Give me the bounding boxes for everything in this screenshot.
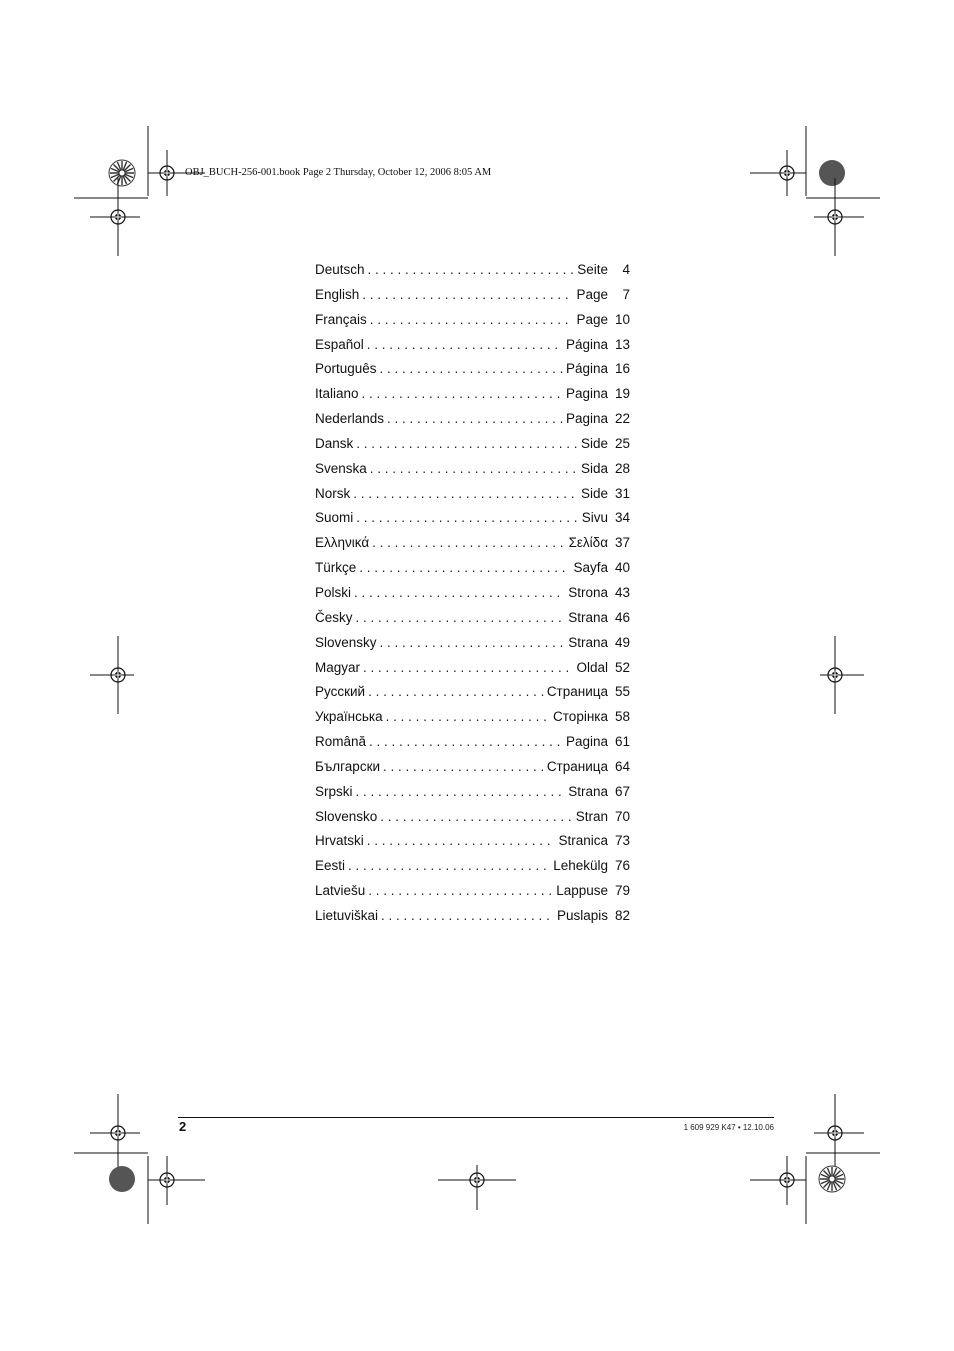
footer-rule <box>178 1117 774 1118</box>
toc-row <box>315 608 630 633</box>
toc-page-word: Seite <box>577 262 608 277</box>
toc-page-word: Pagina <box>565 411 608 427</box>
toc-page-number: 49 <box>614 634 630 650</box>
file-info-header: OBJ_BUCH-256-001.book Page 2 Thursday, October 12, 2006 8:05 AM <box>185 167 492 178</box>
toc-row <box>315 658 630 683</box>
toc-row <box>315 807 630 832</box>
toc-leader-dots <box>380 807 572 827</box>
toc-page-word: Puslapis <box>556 907 608 923</box>
toc-leader-dots <box>370 310 574 330</box>
toc-page-number: 37 <box>614 535 630 551</box>
toc-language: Italiano <box>315 386 359 402</box>
table-of-contents <box>315 260 630 931</box>
toc-row <box>315 856 630 881</box>
toc-page-number: 43 <box>614 584 630 600</box>
toc-row <box>315 384 630 409</box>
toc-leader-dots <box>368 260 575 280</box>
toc-leader-dots <box>363 658 573 678</box>
toc-page-word: Sivu <box>581 510 608 526</box>
toc-page-word: Side <box>580 435 608 451</box>
toc-page-number: 13 <box>614 336 630 352</box>
toc-row <box>315 707 630 732</box>
toc-page-number: 40 <box>614 560 630 576</box>
toc-page-number: 10 <box>614 311 630 327</box>
toc-page-number: 22 <box>614 411 630 427</box>
toc-leader-dots <box>362 285 573 305</box>
toc-row <box>315 260 630 285</box>
toc-row <box>315 285 630 310</box>
toc-leader-dots <box>348 856 550 876</box>
toc-page-word: Stran <box>575 808 608 824</box>
toc-page-word: Página <box>565 336 608 352</box>
toc-page-number: 28 <box>614 460 630 476</box>
toc-leader-dots <box>368 682 544 702</box>
page-number: 2 <box>179 1119 187 1134</box>
toc-language: Suomi <box>315 510 354 526</box>
toc-page-word: Pagina <box>565 734 608 750</box>
toc-page-number: 67 <box>614 783 630 799</box>
toc-leader-dots <box>380 633 566 653</box>
toc-row <box>315 533 630 558</box>
toc-language: Hrvatski <box>315 833 364 849</box>
toc-page-word: Sayfa <box>573 560 608 576</box>
toc-language: Nederlands <box>315 411 385 427</box>
toc-page-number: 58 <box>614 709 630 725</box>
toc-language: Lietuviškai <box>315 907 379 923</box>
toc-leader-dots <box>369 732 563 752</box>
toc-page-word: Pagina <box>565 386 608 402</box>
toc-page-number: 4 <box>622 262 630 277</box>
toc-row <box>315 633 630 658</box>
toc-page-number: 46 <box>614 609 630 625</box>
toc-language: Magyar <box>315 659 361 675</box>
toc-row <box>315 881 630 906</box>
toc-page-number: 64 <box>614 758 630 774</box>
toc-row <box>315 409 630 434</box>
toc-language: Deutsch <box>315 262 365 277</box>
toc-language: Latviešu <box>315 883 366 899</box>
color-wheel-bottom-right <box>819 1166 845 1192</box>
toc-language: Português <box>315 361 377 377</box>
toc-row <box>315 558 630 583</box>
toc-row <box>315 831 630 856</box>
toc-page-word: Lappuse <box>556 883 608 899</box>
toc-language: Български <box>315 758 381 774</box>
toc-leader-dots <box>353 484 578 504</box>
toc-leader-dots <box>387 409 563 429</box>
toc-page-word: Σελίδα <box>568 535 608 551</box>
toc-row <box>315 310 630 335</box>
toc-language: Eesti <box>315 858 346 874</box>
toc-row <box>315 682 630 707</box>
toc-page-word: Sida <box>580 460 608 476</box>
toc-leader-dots <box>367 335 563 355</box>
toc-row <box>315 906 630 931</box>
toc-leader-dots <box>372 533 565 553</box>
toc-language: Română <box>315 734 367 750</box>
toc-language: English <box>315 286 360 302</box>
toc-leader-dots <box>380 359 563 379</box>
toc-row <box>315 434 630 459</box>
gray-dot-top-right <box>819 160 845 186</box>
toc-leader-dots <box>362 384 563 404</box>
toc-row <box>315 484 630 509</box>
document-code: 1 609 929 K47 • 12.10.06 <box>683 1123 774 1132</box>
toc-page-number: 61 <box>614 734 630 750</box>
toc-page-number: 55 <box>614 684 630 700</box>
color-wheel-top-left <box>109 160 135 186</box>
toc-page-word: Page <box>576 311 608 327</box>
toc-row <box>315 732 630 757</box>
toc-language: Español <box>315 336 364 352</box>
toc-leader-dots <box>386 707 550 727</box>
toc-page-word: Lehekülg <box>553 858 608 874</box>
toc-row <box>315 335 630 360</box>
toc-page-word: Сторінка <box>553 709 608 725</box>
toc-page-word: Side <box>580 485 608 501</box>
toc-row <box>315 757 630 782</box>
toc-page-number: 79 <box>614 883 630 899</box>
toc-language: Slovensky <box>315 634 377 650</box>
toc-language: Polski <box>315 584 352 600</box>
toc-page-word: Strana <box>568 783 608 799</box>
toc-leader-dots <box>356 608 566 628</box>
toc-leader-dots <box>356 782 566 802</box>
gray-dot-bottom-left <box>109 1166 135 1192</box>
toc-leader-dots <box>370 459 578 479</box>
toc-row <box>315 583 630 608</box>
toc-page-word: Страница <box>546 684 608 700</box>
toc-leader-dots <box>354 583 565 603</box>
toc-page-number: 73 <box>614 833 630 849</box>
toc-page-word: Strona <box>568 584 608 600</box>
toc-leader-dots <box>368 881 553 901</box>
toc-row <box>315 459 630 484</box>
toc-page-word: Página <box>565 361 608 377</box>
toc-page-number: 25 <box>614 435 630 451</box>
toc-page-word: Page <box>576 286 608 302</box>
toc-page-number: 82 <box>614 907 630 923</box>
toc-page-word: Страница <box>546 758 608 774</box>
toc-row <box>315 508 630 533</box>
toc-language: Slovensko <box>315 808 378 824</box>
toc-leader-dots <box>356 434 578 454</box>
toc-page-word: Strana <box>568 609 608 625</box>
toc-language: Français <box>315 311 367 327</box>
toc-leader-dots <box>367 831 556 851</box>
toc-language: Türkçe <box>315 560 357 576</box>
toc-page-number: 7 <box>622 286 630 302</box>
toc-language: Ελληνικά <box>315 535 370 551</box>
toc-page-word: Stranica <box>558 833 608 849</box>
toc-language: Dansk <box>315 435 354 451</box>
toc-language: Русский <box>315 684 366 700</box>
toc-row <box>315 359 630 384</box>
toc-page-number: 34 <box>614 510 630 526</box>
toc-language: Svenska <box>315 460 367 476</box>
toc-page-word: Strana <box>568 634 608 650</box>
toc-page-number: 52 <box>614 659 630 675</box>
toc-page-number: 76 <box>614 858 630 874</box>
toc-page-word: Oldal <box>576 659 608 675</box>
toc-leader-dots <box>356 508 578 528</box>
toc-row <box>315 782 630 807</box>
toc-leader-dots <box>383 757 544 777</box>
toc-language: Norsk <box>315 485 351 501</box>
toc-page-number: 70 <box>614 808 630 824</box>
toc-leader-dots <box>359 558 570 578</box>
toc-language: Česky <box>315 609 353 625</box>
toc-page-number: 19 <box>614 386 630 402</box>
toc-leader-dots <box>381 906 554 926</box>
toc-language: Srpski <box>315 783 353 799</box>
toc-page-number: 31 <box>614 485 630 501</box>
toc-language: Українська <box>315 709 383 725</box>
toc-page-number: 16 <box>614 361 630 377</box>
